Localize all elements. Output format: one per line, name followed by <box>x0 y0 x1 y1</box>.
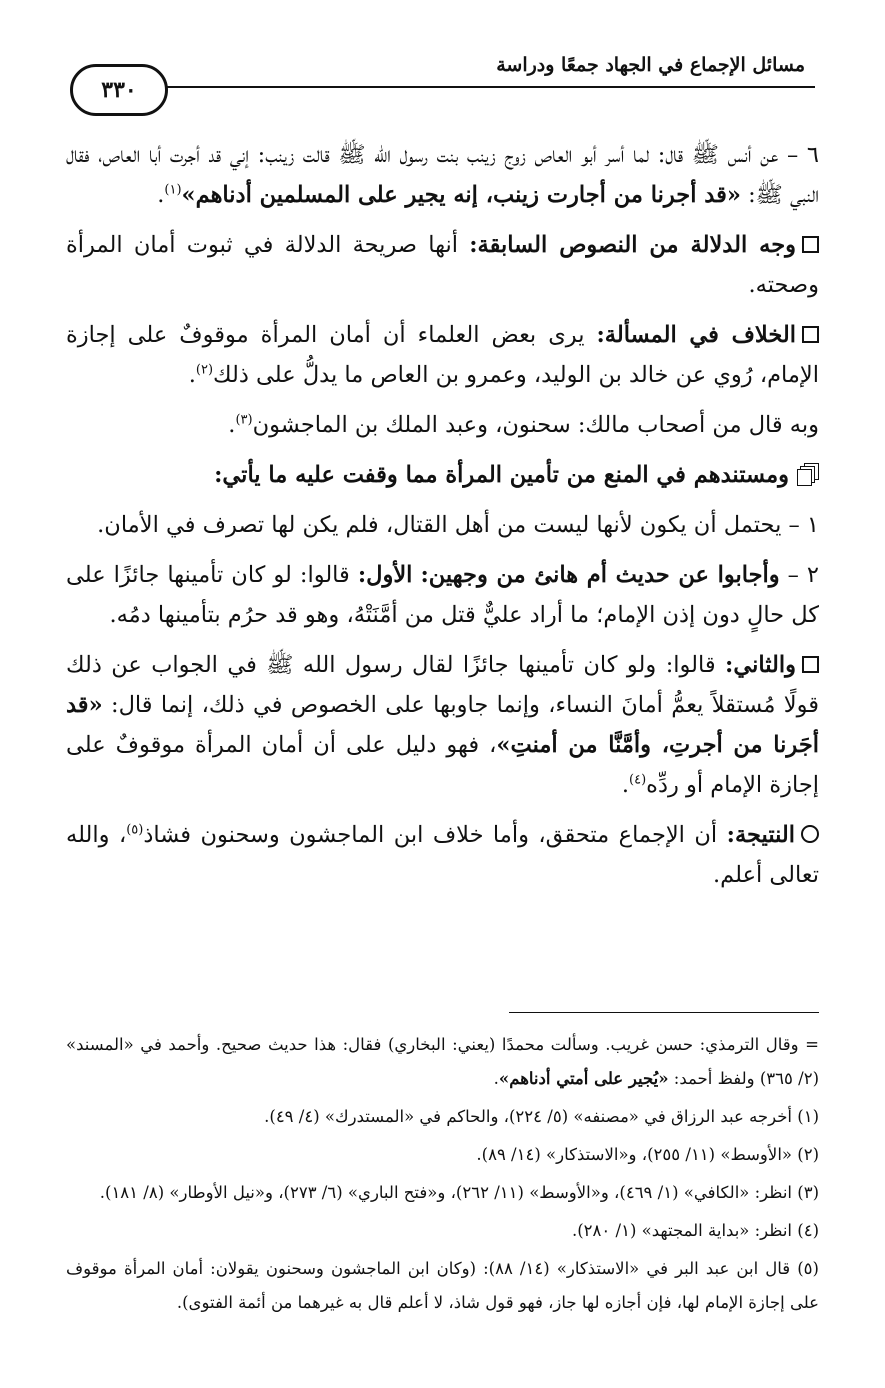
page-header <box>70 44 815 103</box>
square-bullet-icon <box>802 656 819 673</box>
paragraph-conclusion <box>66 815 819 895</box>
section-label: الخلاف في المسألة: <box>596 322 796 348</box>
section-label: وجه الدلالة من النصوص السابقة: <box>469 232 796 258</box>
circle-bullet-icon <box>801 825 819 843</box>
list-number: ٢ – <box>779 562 820 588</box>
footnote-5: (٥) قال ابن عبد البر في «الاستذكار» (١٤/ ٨٨): (وكان ابن الماجشون وسحنون يقولان: أمان المرأة موقوف على إجازة الإمام لها، فإن أجازه لها جاز، فهو قول شاذ، لا أعلم قال به غيرهما من أئمة الفتوى). <box>66 1259 819 1312</box>
paragraph-maliki <box>66 405 819 445</box>
footnotes <box>66 1028 819 1324</box>
stacked-pages-icon <box>797 463 819 485</box>
square-bullet-icon <box>802 236 819 253</box>
paragraph-text: أنها صريحة الدلالة في ثبوت أمان المرأة وصحته. <box>66 232 819 298</box>
paragraph-basis-heading <box>66 455 819 495</box>
punctuation: . <box>228 412 236 438</box>
footnote-continuation <box>66 1028 819 1096</box>
header-rule <box>150 86 815 88</box>
footnote-3: (٣) انظر: «الكافي» (١/ ٤٦٩)، و«الأوسط» (١١/ ٢٦٢)، و«فتح الباري» (٦/ ٢٧٣)، و«نيل الأوطار» (٨/ ١٨١). <box>99 1183 819 1202</box>
page-number-badge: ٣٣٠ <box>70 64 168 116</box>
punctuation: . <box>621 772 630 798</box>
paragraph-evidence <box>66 225 819 305</box>
hadith-quote: «قد أجرنا من أجارت زينب، إنه يجير على المسلمين أدناهم» <box>181 182 741 208</box>
punctuation: . <box>157 182 165 208</box>
paragraph-text: أن الإجماع متحقق، وأما خلاف ابن الماجشون وسحنون فشاذ <box>143 822 727 848</box>
paragraph-second-response <box>66 645 819 805</box>
paragraph-text: يرى بعض العلماء أن أمان المرأة موقوفٌ على إجازة الإمام، رُوي عن خالد بن الوليد، وعمرو بن العاص ما يدلُّ على ذلك <box>66 322 819 388</box>
paragraph-text: قالوا: لو كان تأمينها جائزًا على كل حالٍ دون إذن الإمام؛ ما أراد عليٌّ قتل من أمَّنَتْهُ، وهو قد حرُم بتأمينها دمُه. <box>66 562 819 628</box>
footnote-1: (١) أخرجه عبد الرزاق في «مصنفه» (٥/ ٢٢٤)، والحاكم في «المستدرك» (٤/ ٤٩). <box>264 1107 819 1126</box>
paragraph-point-2 <box>66 555 819 635</box>
running-title: مسائل الإجماع في الجهاد جمعًا ودراسة <box>496 54 805 76</box>
paragraph-text: ، فهو دليل على أن أمان المرأة موقوفٌ على إجازة الإمام أو ردِّه <box>66 732 819 798</box>
paragraph-text: ١ – يحتمل أن يكون لأنها ليست من أهل القتال، فلم يكن لها تصرف في الأمان. <box>97 512 819 538</box>
main-text <box>66 135 819 905</box>
paragraph-text: وبه قال من أصحاب مالك: سحنون، وعبد الملك بن الماجشون <box>252 412 819 438</box>
paragraph-text: ، والله تعالى أعلم. <box>66 822 819 888</box>
footnote-quote: «يُجير على أمتي أدناهم» <box>498 1069 669 1088</box>
paragraph-text: قالوا: ولو كان تأمينها جائزًا لقال رسول الله ﷺ في الجواب عن ذلك قولًا مُستقلاً يعمُّ أمانَ النساء، وإنما جاوبها على الخصوص في ذلك، إنما قال: <box>66 652 819 718</box>
section-label: والثاني: <box>725 652 796 678</box>
bold-phrase: وأجابوا عن حديث أم هانئ من وجهين: <box>420 562 780 588</box>
section-label: النتيجة: <box>726 822 796 848</box>
footnote-separator <box>509 1012 819 1013</box>
footnote-ref: (٥) <box>126 822 144 838</box>
bold-phrase: الأول: <box>357 562 413 588</box>
footnote-4: (٤) انظر: «بداية المجتهد» (١/ ٢٨٠). <box>571 1221 819 1240</box>
square-bullet-icon <box>802 326 819 343</box>
subheading: ومستندهم في المنع من تأمين المرأة مما وقفت عليه ما يأتي: <box>214 462 789 488</box>
footnote-2: (٢) «الأوسط» (١١/ ٢٥٥)، و«الاستذكار» (١٤/ ٨٩). <box>476 1145 819 1164</box>
footnote-ref: (١) <box>164 182 182 198</box>
hadith-text: ٦ – عن أنس ﷺ قال: لما أسر أبو العاص زوج زينب بنت رسول الله ﷺ قالت زينب: إني قد أجرت أبا العاص، فقال النبي ﷺ: <box>66 142 819 208</box>
punctuation: . <box>188 362 196 388</box>
footnote-text: = وقال الترمذي: حسن غريب. وسألت محمدًا (يعني: البخاري) فقال: هذا حديث صحيح. وأحمد في «المسند» (٢/ ٣٦٥) ولفظ أحمد: <box>66 1035 819 1088</box>
paragraph-hadith-6 <box>66 135 819 215</box>
footnote-ref: (٣) <box>235 412 253 428</box>
paragraph-point-1 <box>66 505 819 545</box>
footnote-ref: (٤) <box>629 772 647 788</box>
paragraph-disagreement <box>66 315 819 395</box>
hadith-quote: «قد أجَرنا من أجرتِ، وأمَّنَّا من أمنتِ» <box>66 692 819 758</box>
footnote-ref: (٢) <box>195 362 214 378</box>
punctuation: . <box>493 1069 499 1088</box>
